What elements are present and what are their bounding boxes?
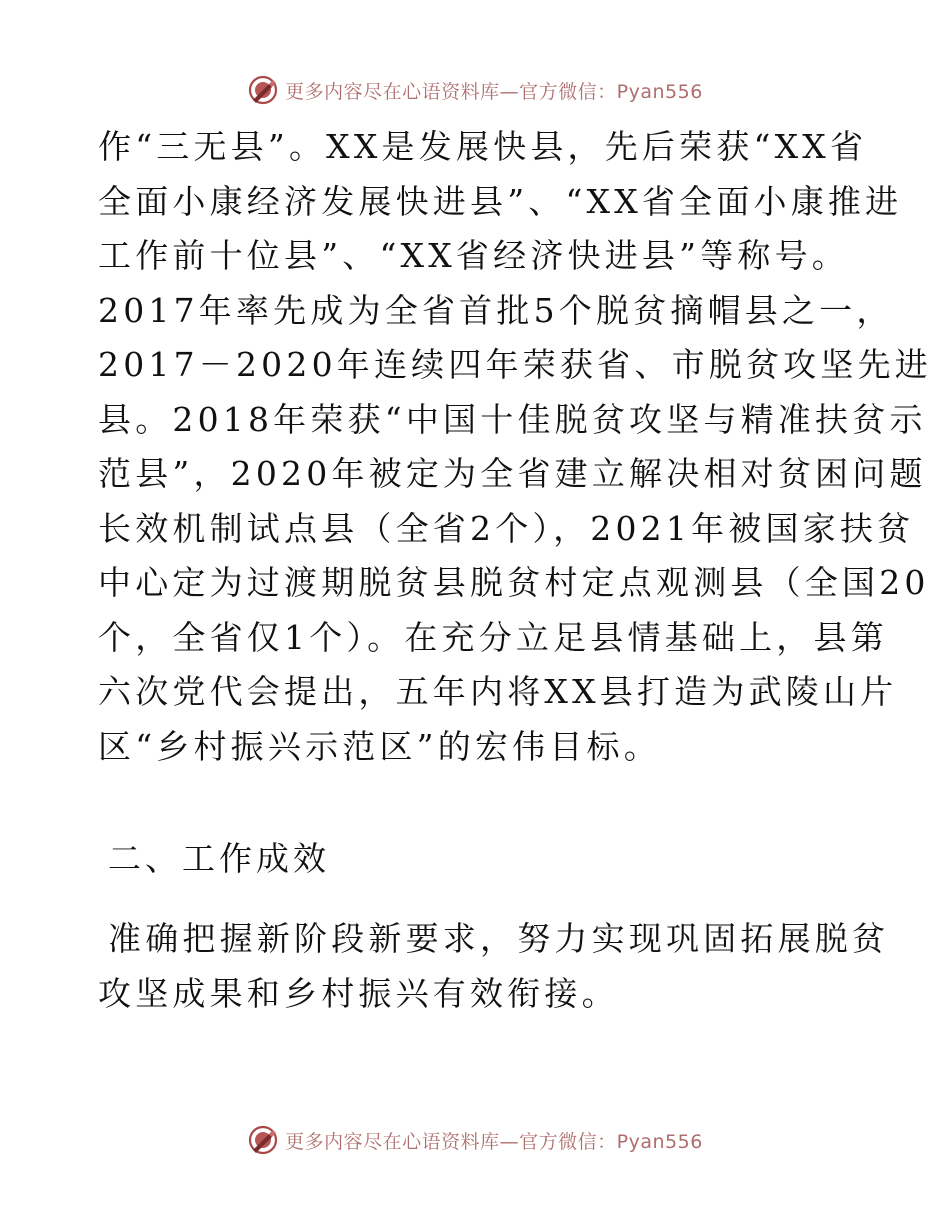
watermark-footer <box>0 1120 950 1160</box>
text-line: 中心定为过渡期脱贫县脱贫村定点观测县（全国20 <box>98 563 930 602</box>
text-line: 工作前十位县”、“XX省经济快进县”等称号。 <box>98 236 849 275</box>
text-line: 六次党代会提出，五年内将XX县打造为武陵山片 <box>98 672 898 711</box>
text-line: 2017－2020年连续四年荣获省、市脱贫攻坚先进 <box>98 345 932 384</box>
text-line: 长效机制试点县（全省2个），2021年被国家扶贫 <box>98 508 915 548</box>
text-line: 范县”，2020年被定为全省建立解决相对贫困问题 <box>98 454 927 493</box>
text-line: 全面小康经济发展快进县”、“XX省全面小康推进 <box>98 181 903 221</box>
text-line: 准确把握新阶段新要求，努力实现巩固拓展脱贫 <box>108 919 890 958</box>
text-line: 2017年率先成为全省首批5个脱贫摘帽县之一， <box>98 290 894 330</box>
paragraph-summary <box>98 912 890 1021</box>
text-line: 个，全省仅1个）。在充分立足县情基础上，县第 <box>98 617 888 657</box>
text-line: 区“乡村振兴示范区”的宏伟目标。 <box>98 726 661 766</box>
watermark-text: 更多内容尽在心语资料库—官方微信：Pyan556 <box>285 80 703 103</box>
text-line: 作“三无县”。XX是发展快县，先后荣获“XX省 <box>98 127 868 166</box>
watermark-text: 更多内容尽在心语资料库—官方微信：Pyan556 <box>285 1130 703 1153</box>
text-line: 县。2018年荣获“中国十佳脱贫攻坚与精准扶贫示 <box>98 399 927 439</box>
pen-seal-logo-icon <box>247 74 279 106</box>
text-line: 攻坚成果和乡村振兴有效衔接。 <box>98 973 619 1013</box>
section-heading: 二、工作成效 <box>108 839 330 878</box>
paragraph-main <box>98 120 932 774</box>
pen-seal-logo-icon <box>247 1124 279 1156</box>
watermark-header <box>0 70 950 110</box>
